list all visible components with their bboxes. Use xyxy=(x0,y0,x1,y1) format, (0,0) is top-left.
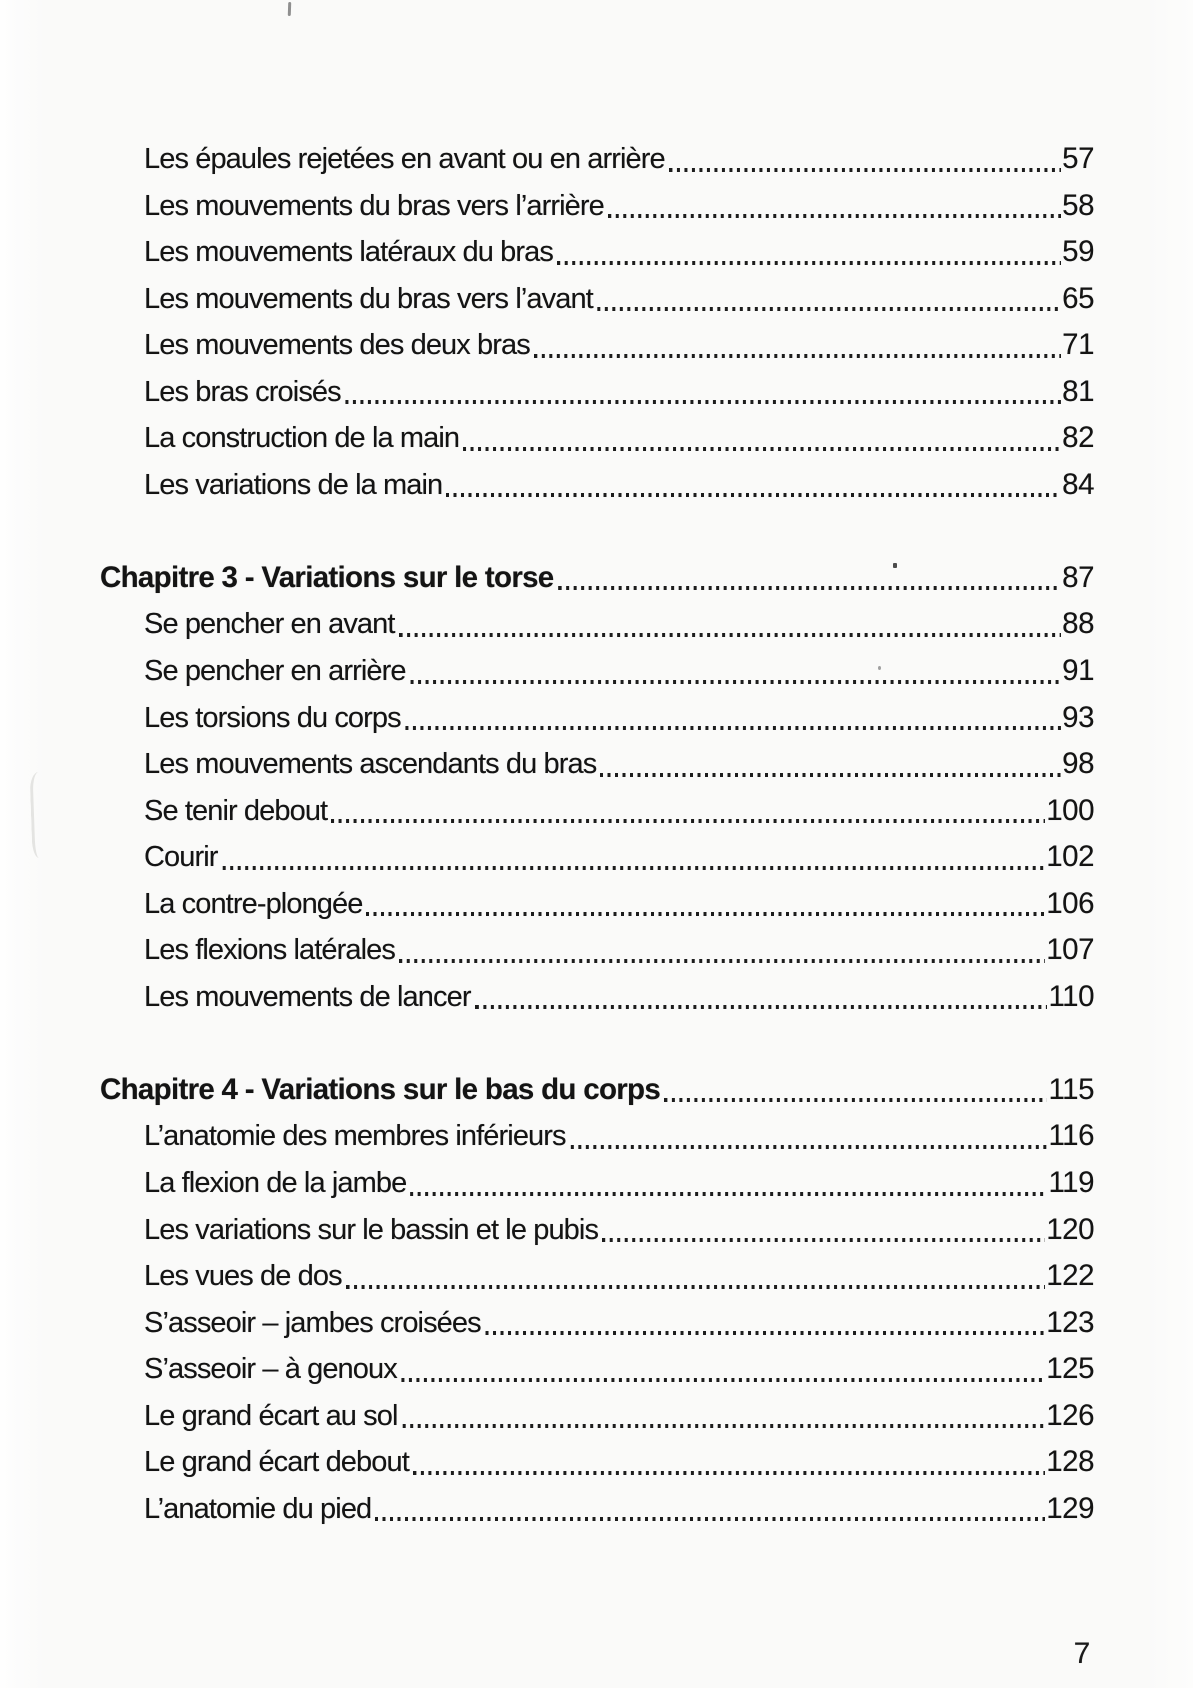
toc-entry-row xyxy=(100,1113,1094,1160)
toc-chapter-title: Chapitre 3 - Variations sur le torse xyxy=(100,560,554,594)
scan-artifact-line xyxy=(30,772,46,858)
dotted-leader xyxy=(410,680,1062,684)
dotted-leader xyxy=(410,1192,1047,1196)
toc-page-number: 128 xyxy=(1046,1445,1094,1479)
toc-entry-title: Le grand écart au sol xyxy=(144,1399,398,1432)
dotted-leader xyxy=(405,726,1061,730)
toc-entry-row xyxy=(100,881,1094,928)
toc-entry-title: Les flexions latérales xyxy=(144,934,396,967)
toc-entry-title: Courir xyxy=(144,841,218,874)
toc-page-number: 82 xyxy=(1062,421,1094,455)
toc-entry-title: La flexion de la jambe xyxy=(144,1167,407,1200)
toc-entry-row xyxy=(100,369,1094,416)
toc-entry-row xyxy=(100,974,1094,1021)
toc-page-number: 87 xyxy=(1062,560,1094,594)
toc-entry-title: Les variations de la main xyxy=(144,468,443,501)
toc-entry-title: La construction de la main xyxy=(144,422,460,455)
toc-entry-title: Les variations sur le bassin et le pubis xyxy=(144,1213,599,1246)
toc-page-number: 122 xyxy=(1046,1259,1094,1293)
toc-page-number: 125 xyxy=(1046,1352,1094,1386)
dotted-leader xyxy=(222,866,1046,870)
toc-page-number: 126 xyxy=(1046,1398,1094,1432)
toc-entry-title: Se tenir debout xyxy=(144,794,328,827)
toc-page-number: 57 xyxy=(1062,142,1094,175)
dotted-leader xyxy=(331,819,1045,823)
toc-entry-title: L’anatomie des membres inférieurs xyxy=(144,1120,566,1153)
dotted-leader xyxy=(534,354,1061,358)
toc-entry-row xyxy=(100,322,1094,369)
dotted-leader xyxy=(346,1285,1046,1289)
table-of-contents xyxy=(100,136,1094,1532)
dotted-leader xyxy=(664,1098,1047,1102)
toc-entry-title: Se pencher en avant xyxy=(144,608,395,641)
dotted-leader xyxy=(375,1517,1045,1521)
toc-entry-row xyxy=(100,1486,1094,1533)
toc-entry-row xyxy=(100,1439,1094,1486)
dotted-leader xyxy=(557,261,1061,265)
toc-chapter-title: Chapitre 4 - Variations sur le bas du corps xyxy=(100,1072,661,1106)
toc-entry-title: S’asseoir – jambes croisées xyxy=(144,1306,481,1339)
toc-page-number: 84 xyxy=(1062,467,1094,501)
toc-entry-row xyxy=(100,648,1094,695)
dotted-leader xyxy=(608,214,1061,218)
toc-entry-row xyxy=(100,462,1094,509)
toc-entry-row xyxy=(100,415,1094,462)
toc-entry-title: Les vues de dos xyxy=(144,1260,342,1293)
toc-entry-title: Les torsions du corps xyxy=(144,701,401,734)
toc-page-number: 71 xyxy=(1062,328,1094,362)
toc-chapter-heading-row xyxy=(100,1067,1094,1114)
dotted-leader xyxy=(345,400,1061,404)
toc-entry-title: Les mouvements du bras vers l’avant xyxy=(144,282,593,315)
toc-page-number: 98 xyxy=(1062,747,1094,781)
dotted-leader xyxy=(399,959,1045,963)
toc-chapter-heading-row xyxy=(100,555,1094,602)
dotted-leader xyxy=(597,307,1061,311)
toc-entry-row xyxy=(100,183,1094,230)
toc-entry-row xyxy=(100,927,1094,974)
dotted-leader xyxy=(463,447,1061,451)
toc-entry-row xyxy=(100,741,1094,788)
toc-entry-title: Les mouvements de lancer xyxy=(144,980,471,1013)
dotted-leader xyxy=(413,1471,1045,1475)
dotted-leader xyxy=(399,633,1062,637)
toc-entry-title: Se pencher en arrière xyxy=(144,655,406,688)
toc-page-number: 107 xyxy=(1046,933,1094,967)
scan-artifact-tick xyxy=(288,2,291,16)
toc-page-number: 102 xyxy=(1046,840,1094,874)
toc-page-number: 115 xyxy=(1048,1072,1094,1106)
toc-page-number: 91 xyxy=(1062,654,1094,688)
toc-entry-row xyxy=(100,1300,1094,1347)
toc-entry-title: Les bras croisés xyxy=(144,375,341,408)
toc-entry-row xyxy=(100,1393,1094,1440)
toc-page-number: 100 xyxy=(1046,793,1094,827)
toc-entry-row xyxy=(100,788,1094,835)
toc-page-number: 123 xyxy=(1046,1305,1094,1339)
dotted-leader xyxy=(485,1331,1046,1335)
toc-page-number: 65 xyxy=(1062,281,1094,315)
dotted-leader xyxy=(600,773,1061,777)
toc-entry-row xyxy=(100,834,1094,881)
toc-entry-title: Les mouvements latéraux du bras xyxy=(144,236,553,269)
dotted-leader xyxy=(401,1378,1045,1382)
toc-page-number: 120 xyxy=(1046,1212,1094,1246)
toc-entry-row xyxy=(100,695,1094,742)
toc-entry-title: S’asseoir – à genoux xyxy=(144,1353,397,1386)
toc-page-number: 129 xyxy=(1046,1491,1094,1525)
dotted-leader xyxy=(602,1238,1045,1242)
toc-entry-row xyxy=(100,1207,1094,1254)
toc-entry-row xyxy=(100,136,1094,183)
toc-page-number: 58 xyxy=(1062,188,1094,222)
toc-entry-row xyxy=(100,1160,1094,1207)
dotted-leader xyxy=(558,586,1062,590)
toc-page-number: 88 xyxy=(1062,607,1094,641)
page-number: 7 xyxy=(1073,1637,1091,1670)
toc-page-number: 59 xyxy=(1062,235,1094,269)
toc-entry-row xyxy=(100,1346,1094,1393)
dotted-leader xyxy=(402,1424,1046,1428)
dotted-leader xyxy=(366,912,1045,916)
toc-page-number: 116 xyxy=(1048,1119,1094,1153)
toc-entry-row xyxy=(100,229,1094,276)
toc-entry-row xyxy=(100,276,1094,323)
toc-entry-row xyxy=(100,601,1094,648)
toc-entry-title: Les épaules rejetées en avant ou en arrière xyxy=(144,143,665,175)
toc-page-number: 81 xyxy=(1062,374,1094,408)
toc-page-number: 93 xyxy=(1062,700,1094,734)
toc-entry-title: Les mouvements du bras vers l’arrière xyxy=(144,189,604,222)
toc-entry-title: La contre-plongée xyxy=(144,887,363,920)
toc-entry-title: Les mouvements des deux bras xyxy=(144,329,530,362)
toc-entry-title: Le grand écart debout xyxy=(144,1446,409,1479)
dotted-leader xyxy=(669,168,1061,172)
toc-page-number: 110 xyxy=(1048,979,1094,1013)
dotted-leader xyxy=(570,1145,1048,1149)
toc-page-number: 106 xyxy=(1046,886,1094,920)
dotted-leader xyxy=(446,493,1061,497)
dotted-leader xyxy=(475,1005,1048,1009)
toc-entry-row xyxy=(100,1253,1094,1300)
toc-page-number: 119 xyxy=(1048,1166,1094,1200)
toc-entry-title: L’anatomie du pied xyxy=(144,1492,372,1525)
toc-entry-title: Les mouvements ascendants du bras xyxy=(144,748,597,781)
